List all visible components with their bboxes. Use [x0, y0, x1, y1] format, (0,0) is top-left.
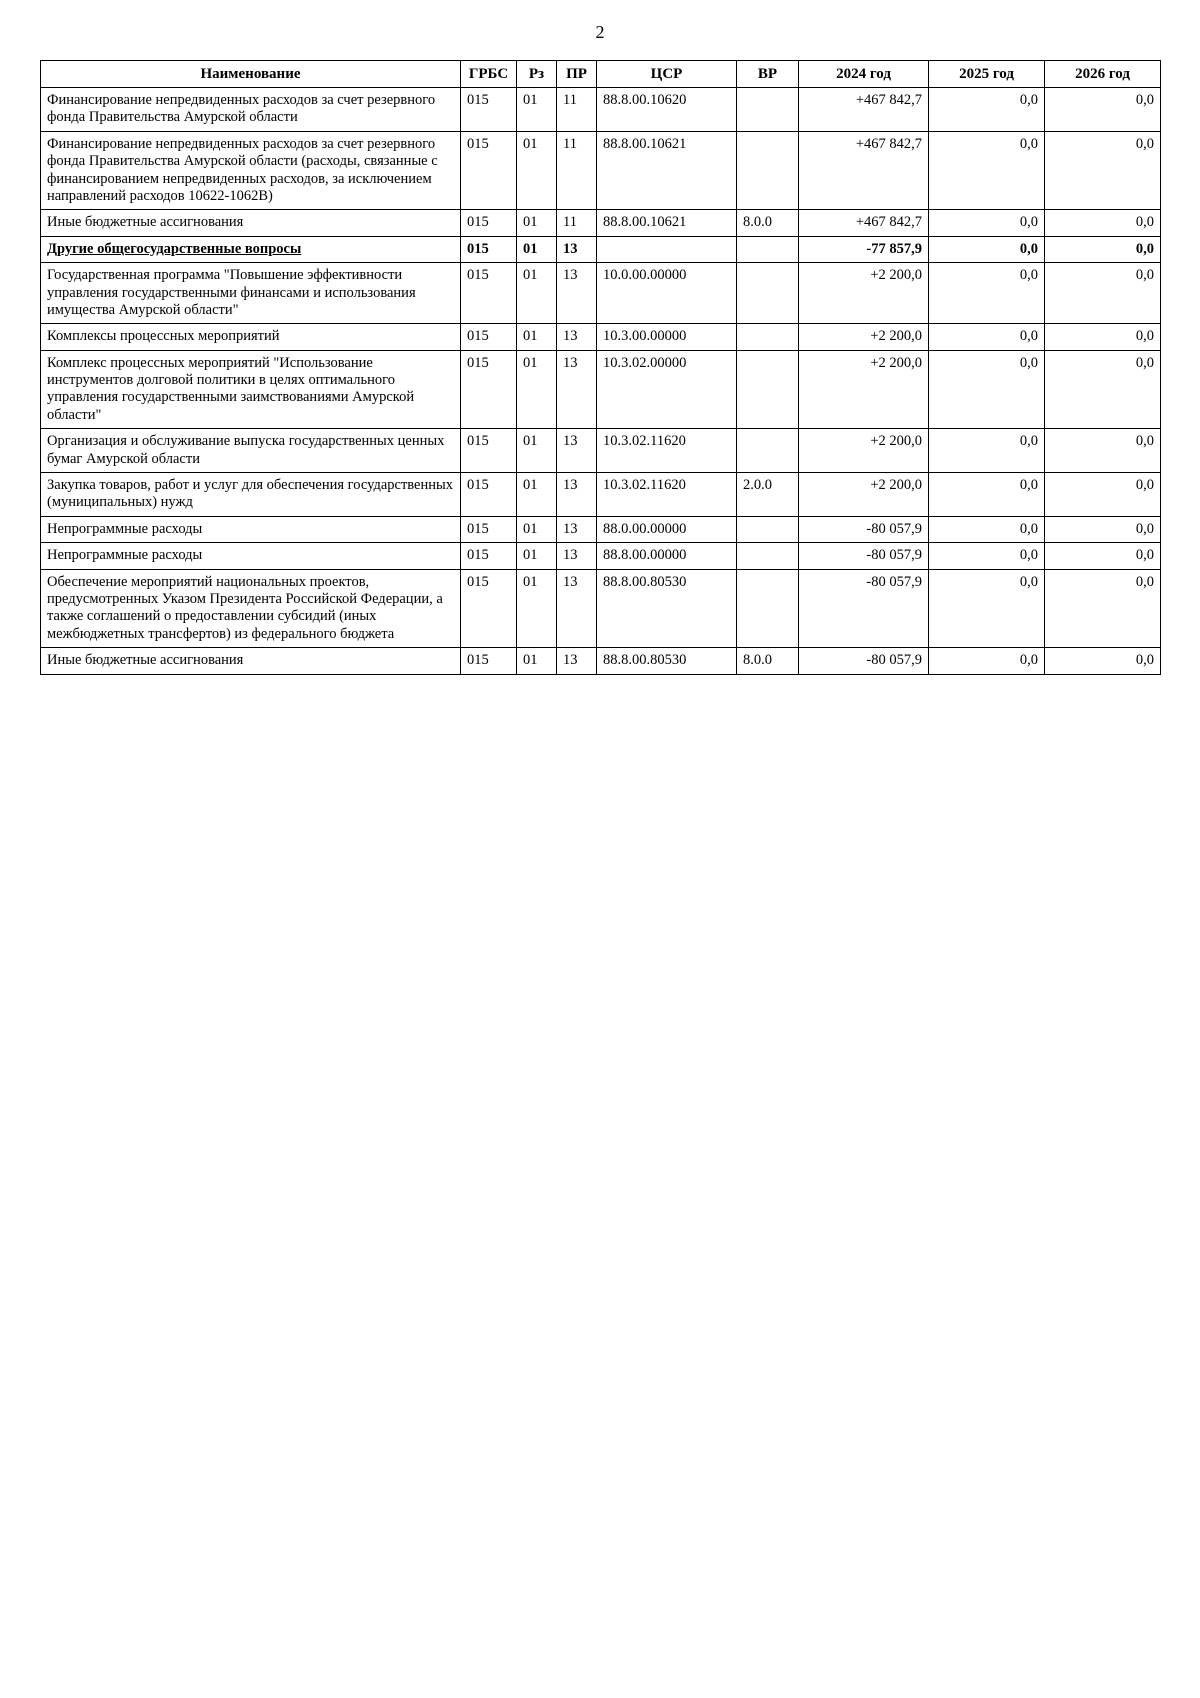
cell-name: Непрограммные расходы [41, 516, 461, 542]
cell-rz: 01 [517, 210, 557, 236]
cell-vr [737, 429, 799, 473]
cell-name: Комплексы процессных мероприятий [41, 324, 461, 350]
cell-2026: 0,0 [1045, 569, 1161, 648]
cell-name: Обеспечение мероприятий национальных проектов, предусмотренных Указом Президента Российской Федерации, а также соглашений о предоставлении субсидий (иных межбюджетных трансфертов) из федерального бюджета [41, 569, 461, 648]
cell-name: Иные бюджетные ассигнования [41, 648, 461, 674]
cell-2025: 0,0 [929, 429, 1045, 473]
cell-vr [737, 263, 799, 324]
cell-rz: 01 [517, 350, 557, 429]
cell-2024: -80 057,9 [799, 516, 929, 542]
cell-2025: 0,0 [929, 648, 1045, 674]
cell-rz: 01 [517, 131, 557, 210]
header-name: Наименование [41, 61, 461, 88]
cell-pr: 13 [557, 324, 597, 350]
cell-vr [737, 543, 799, 569]
cell-2024: +467 842,7 [799, 210, 929, 236]
header-csr: ЦСР [597, 61, 737, 88]
cell-vr: 2.0.0 [737, 473, 799, 517]
cell-csr: 10.0.00.00000 [597, 263, 737, 324]
cell-grbs: 015 [461, 263, 517, 324]
cell-2025: 0,0 [929, 350, 1045, 429]
header-2026: 2026 год [1045, 61, 1161, 88]
cell-csr: 10.3.02.00000 [597, 350, 737, 429]
cell-csr: 88.8.00.00000 [597, 543, 737, 569]
cell-grbs: 015 [461, 473, 517, 517]
table-row [41, 543, 1161, 569]
cell-rz: 01 [517, 236, 557, 262]
header-rz: Рз [517, 61, 557, 88]
cell-grbs: 015 [461, 569, 517, 648]
table-row [41, 263, 1161, 324]
cell-grbs: 015 [461, 324, 517, 350]
cell-grbs: 015 [461, 131, 517, 210]
cell-name: Иные бюджетные ассигнования [41, 210, 461, 236]
cell-2026: 0,0 [1045, 648, 1161, 674]
cell-2024: -80 057,9 [799, 569, 929, 648]
cell-pr: 11 [557, 88, 597, 132]
cell-pr: 13 [557, 263, 597, 324]
cell-vr [737, 88, 799, 132]
cell-pr: 13 [557, 516, 597, 542]
budget-table-container [40, 60, 1160, 675]
cell-rz: 01 [517, 516, 557, 542]
table-row [41, 429, 1161, 473]
cell-rz: 01 [517, 429, 557, 473]
page-number: 2 [595, 22, 605, 42]
table-row-section-total [41, 236, 1161, 262]
table-row [41, 210, 1161, 236]
cell-rz: 01 [517, 263, 557, 324]
cell-pr: 11 [557, 131, 597, 210]
cell-csr: 88.0.00.00000 [597, 516, 737, 542]
cell-2026: 0,0 [1045, 210, 1161, 236]
table-row [41, 516, 1161, 542]
cell-csr: 88.8.00.10621 [597, 131, 737, 210]
table-row [41, 88, 1161, 132]
cell-csr [597, 236, 737, 262]
cell-vr [737, 350, 799, 429]
cell-2025: 0,0 [929, 516, 1045, 542]
cell-2026: 0,0 [1045, 429, 1161, 473]
cell-csr: 88.8.00.80530 [597, 569, 737, 648]
cell-rz: 01 [517, 648, 557, 674]
cell-name: Непрограммные расходы [41, 543, 461, 569]
cell-2024: +2 200,0 [799, 350, 929, 429]
budget-table [40, 60, 1161, 675]
cell-2025: 0,0 [929, 569, 1045, 648]
table-header-row [41, 61, 1161, 88]
cell-pr: 13 [557, 648, 597, 674]
header-2024: 2024 год [799, 61, 929, 88]
cell-rz: 01 [517, 88, 557, 132]
header-vr: ВР [737, 61, 799, 88]
cell-2024: +467 842,7 [799, 131, 929, 210]
cell-2026: 0,0 [1045, 263, 1161, 324]
cell-rz: 01 [517, 569, 557, 648]
table-row [41, 324, 1161, 350]
cell-2025: 0,0 [929, 88, 1045, 132]
cell-csr: 88.8.00.80530 [597, 648, 737, 674]
cell-vr: 8.0.0 [737, 210, 799, 236]
cell-2024: +467 842,7 [799, 88, 929, 132]
cell-rz: 01 [517, 543, 557, 569]
cell-rz: 01 [517, 324, 557, 350]
cell-pr: 13 [557, 569, 597, 648]
cell-vr [737, 131, 799, 210]
cell-rz: 01 [517, 473, 557, 517]
cell-name: Комплекс процессных мероприятий "Использование инструментов долговой политики в целях оптимального управления государственными заимствованиями Амурской области" [41, 350, 461, 429]
cell-2026: 0,0 [1045, 473, 1161, 517]
cell-2025: 0,0 [929, 473, 1045, 517]
cell-2025: 0,0 [929, 324, 1045, 350]
cell-pr: 13 [557, 236, 597, 262]
cell-grbs: 015 [461, 429, 517, 473]
cell-2025: 0,0 [929, 210, 1045, 236]
cell-name: Финансирование непредвиденных расходов за счет резервного фонда Правительства Амурской области (расходы, связанные с финансированием непредвиденных расходов, за исключением направлений расходов 10622-1062В) [41, 131, 461, 210]
cell-vr [737, 516, 799, 542]
cell-2025: 0,0 [929, 131, 1045, 210]
cell-pr: 13 [557, 543, 597, 569]
table-row [41, 131, 1161, 210]
cell-name: Финансирование непредвиденных расходов за счет резервного фонда Правительства Амурской области [41, 88, 461, 132]
cell-grbs: 015 [461, 543, 517, 569]
cell-2026: 0,0 [1045, 516, 1161, 542]
header-2025: 2025 год [929, 61, 1045, 88]
cell-name: Организация и обслуживание выпуска государственных ценных бумаг Амурской области [41, 429, 461, 473]
cell-2025: 0,0 [929, 263, 1045, 324]
cell-pr: 13 [557, 350, 597, 429]
cell-vr [737, 236, 799, 262]
cell-2026: 0,0 [1045, 350, 1161, 429]
cell-name: Закупка товаров, работ и услуг для обеспечения государственных (муниципальных) нужд [41, 473, 461, 517]
cell-2026: 0,0 [1045, 88, 1161, 132]
cell-2024: +2 200,0 [799, 473, 929, 517]
header-grbs: ГРБС [461, 61, 517, 88]
table-row [41, 648, 1161, 674]
cell-csr: 88.8.00.10621 [597, 210, 737, 236]
cell-name: Государственная программа "Повышение эффективности управления государственными финансами и использования имущества Амурской области" [41, 263, 461, 324]
cell-vr [737, 324, 799, 350]
table-row [41, 569, 1161, 648]
cell-grbs: 015 [461, 350, 517, 429]
table-row [41, 473, 1161, 517]
cell-pr: 13 [557, 473, 597, 517]
cell-grbs: 015 [461, 648, 517, 674]
cell-grbs: 015 [461, 236, 517, 262]
cell-csr: 10.3.02.11620 [597, 473, 737, 517]
cell-vr: 8.0.0 [737, 648, 799, 674]
cell-2024: -80 057,9 [799, 648, 929, 674]
cell-grbs: 015 [461, 516, 517, 542]
cell-csr: 10.3.02.11620 [597, 429, 737, 473]
cell-2025: 0,0 [929, 543, 1045, 569]
table-row [41, 350, 1161, 429]
cell-pr: 11 [557, 210, 597, 236]
cell-2024: +2 200,0 [799, 263, 929, 324]
cell-2025: 0,0 [929, 236, 1045, 262]
cell-2026: 0,0 [1045, 131, 1161, 210]
cell-2024: +2 200,0 [799, 429, 929, 473]
header-pr: ПР [557, 61, 597, 88]
cell-2026: 0,0 [1045, 543, 1161, 569]
cell-csr: 88.8.00.10620 [597, 88, 737, 132]
cell-csr: 10.3.00.00000 [597, 324, 737, 350]
cell-grbs: 015 [461, 88, 517, 132]
cell-name: Другие общегосударственные вопросы [41, 236, 461, 262]
cell-grbs: 015 [461, 210, 517, 236]
cell-pr: 13 [557, 429, 597, 473]
cell-2024: +2 200,0 [799, 324, 929, 350]
cell-2026: 0,0 [1045, 324, 1161, 350]
cell-vr [737, 569, 799, 648]
cell-2026: 0,0 [1045, 236, 1161, 262]
cell-2024: -80 057,9 [799, 543, 929, 569]
cell-2024: -77 857,9 [799, 236, 929, 262]
